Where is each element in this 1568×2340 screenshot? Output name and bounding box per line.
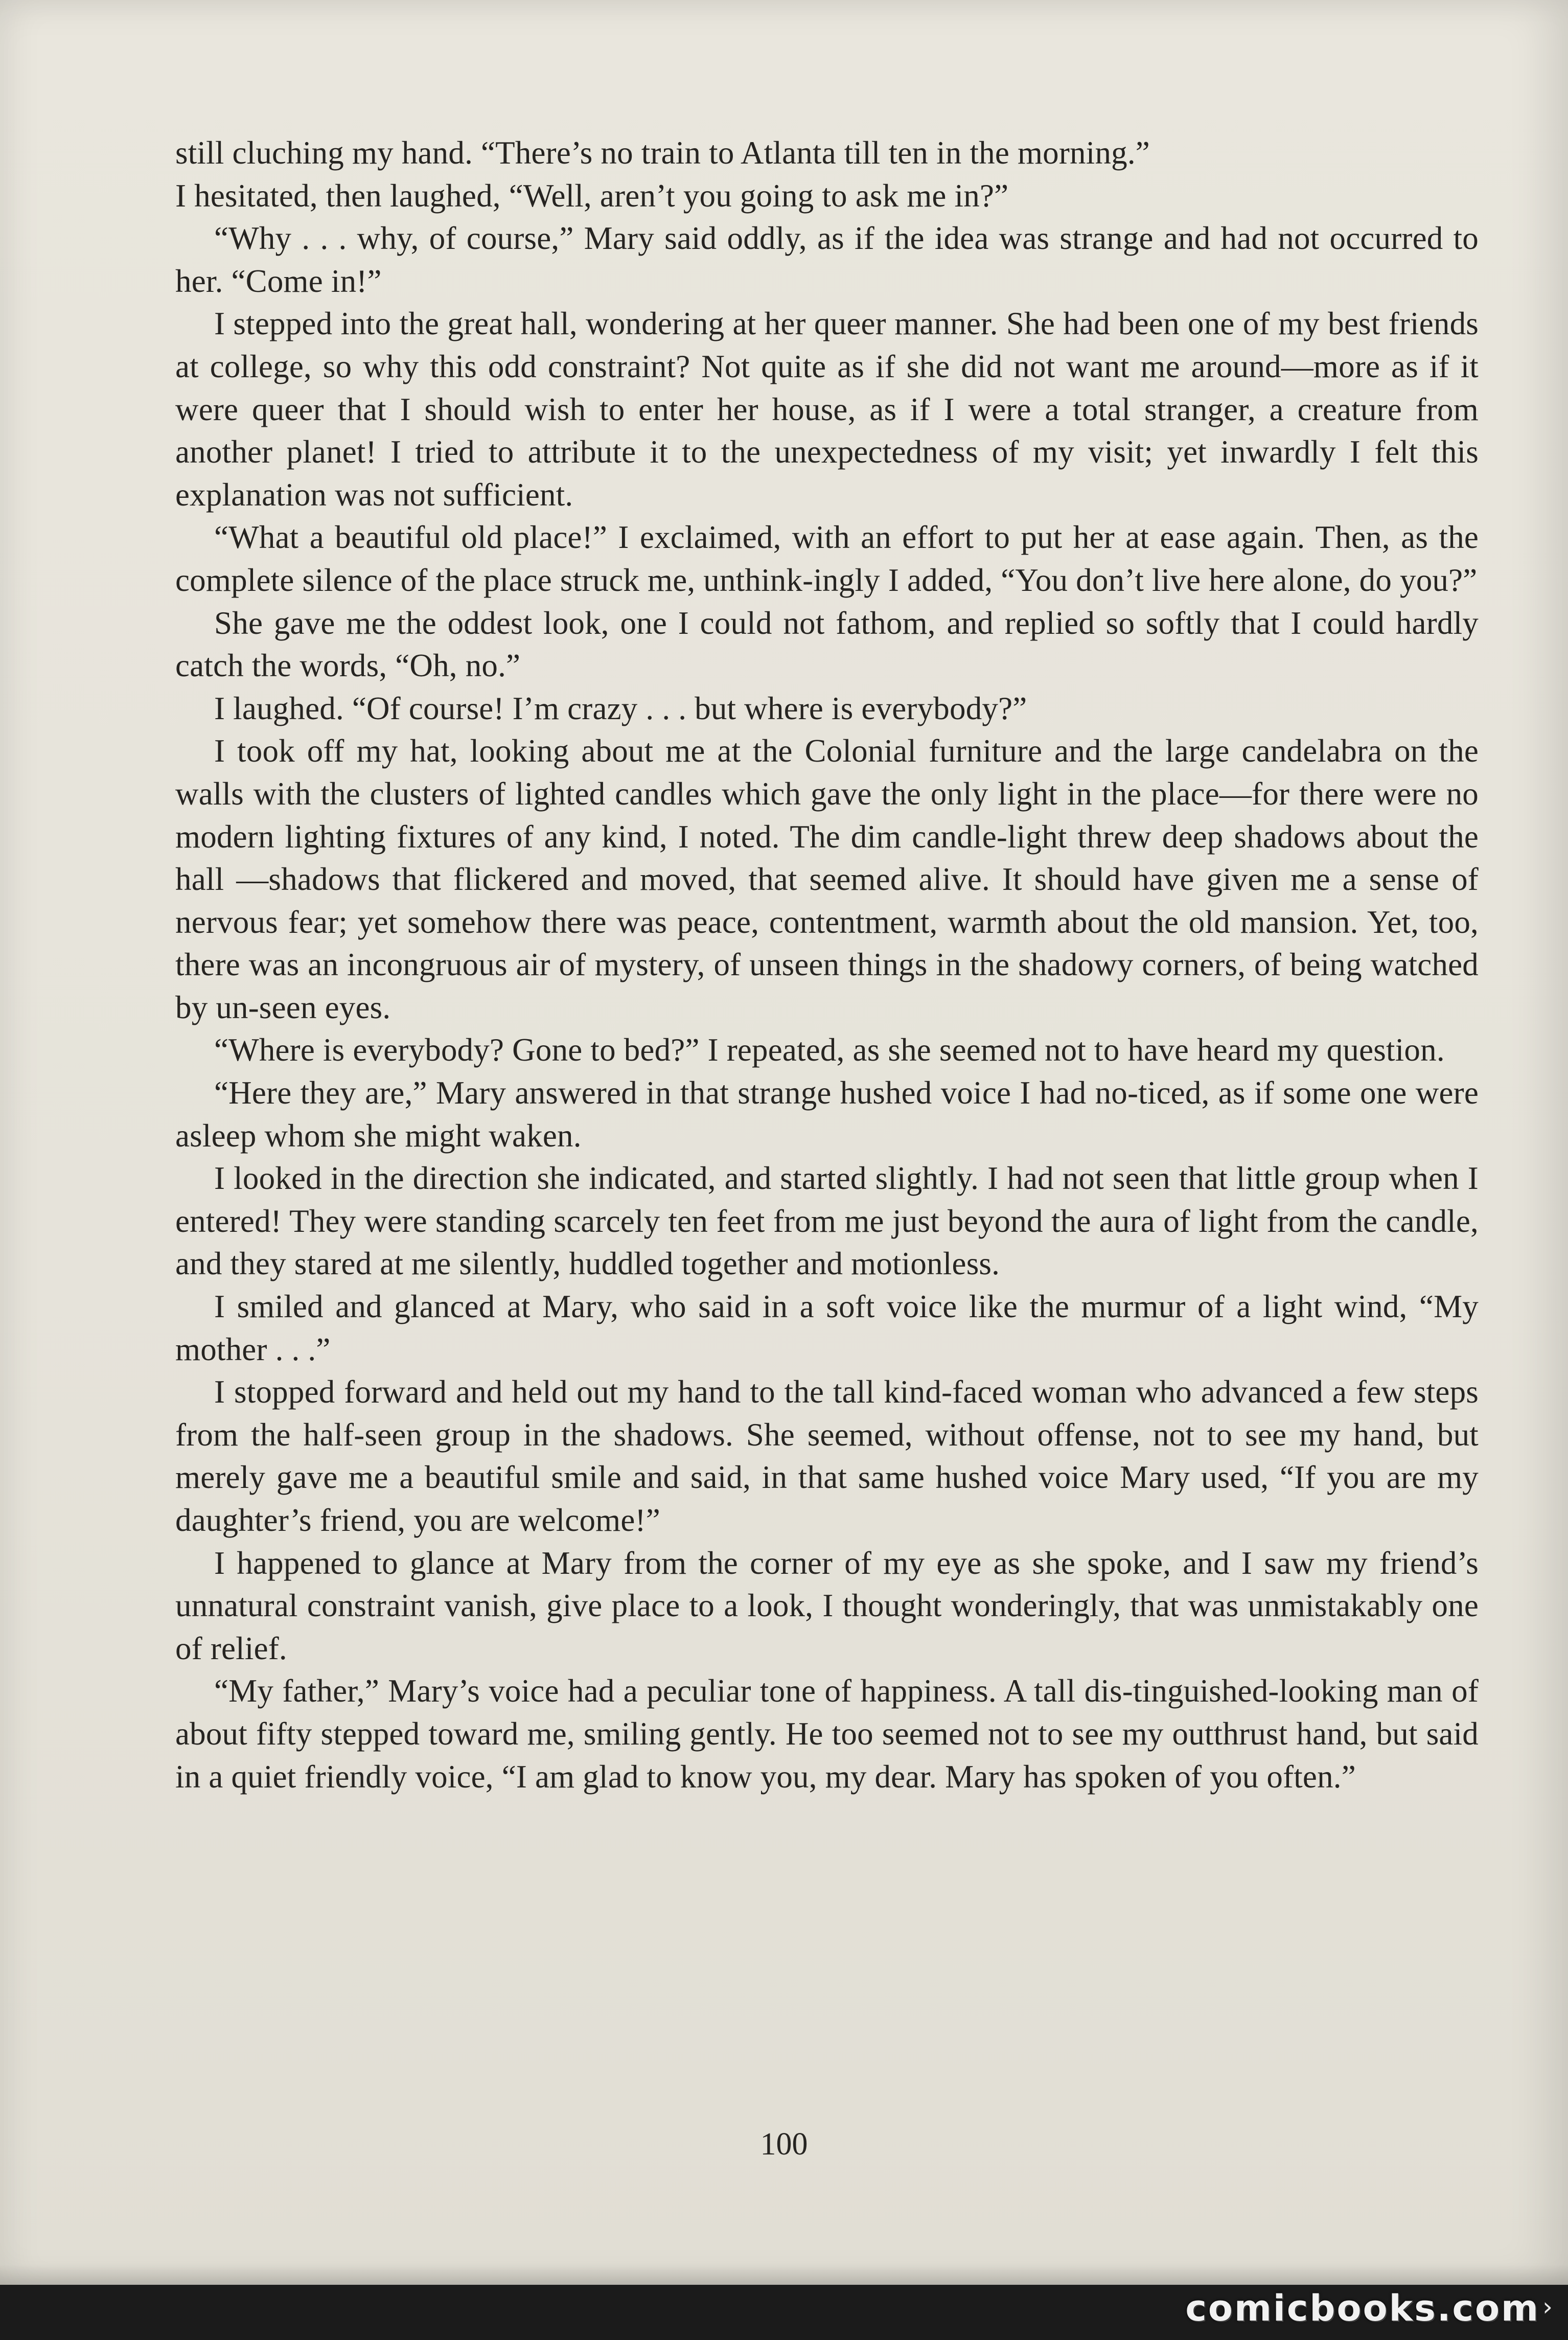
story-text	[175, 132, 1479, 2125]
paragraph: I stopped forward and held out my hand to the tall kind-faced woman who advanced a few steps from the half-seen group in the shadows. She seemed, without offense, not to see my hand, but merely gave me a beautiful smile and said, in that same hushed voice Mary used, “If you are my daughter’s friend, you are welcome!”	[175, 1374, 1479, 1538]
paragraph: “Why . . . why, of course,” Mary said oddly, as if the idea was strange and had not occurred to her. “Come in!”	[175, 220, 1479, 299]
paragraph: I laughed. “Of course! I’m crazy . . . but where is everybody?”	[214, 690, 1027, 726]
watermark-text: comicbooks.com	[1185, 2287, 1540, 2329]
paragraph: “My father,” Mary’s voice had a peculiar tone of happiness. A tall dis-tinguished-looking man of about fifty stepped toward me, smiling gently. He too seemed not to see my outthrust hand, but said in a quiet friendly voice, “I am glad to know you, my dear. Mary has spoken of you often.”	[175, 1673, 1479, 1795]
page-number: 100	[760, 2127, 808, 2162]
paragraph: “Here they are,” Mary answered in that strange hushed voice I had no-ticed, as if some one were asleep whom she might waken.	[175, 1075, 1479, 1154]
paragraph: I smiled and glanced at Mary, who said in a soft voice like the murmur of a light wind, “My mother . . .”	[175, 1289, 1479, 1367]
paragraph: She gave me the oddest look, one I could not fathom, and replied so softly that I could hardly catch the words, “Oh, no.”	[175, 605, 1479, 684]
arrow-right-icon: ›	[1542, 2292, 1553, 2322]
paragraph: I looked in the direction she indicated, and started slightly. I had not seen that little group when I entered! They were standing scarcely ten feet from me just beyond the aura of light from the candle, and they stared at me silently, huddled together and motionless.	[175, 1160, 1479, 1282]
page-bottom-shadow	[0, 2264, 1568, 2285]
paragraph: I stepped into the great hall, wondering at her queer manner. She had been one of my best friends at college, so why this odd constraint? Not quite as if she did not want me around—more as if it were queer that I should wish to enter her house, as if I were a total stranger, a creature from another planet! I tried to attribute it to the unexpectedness of my visit; yet inwardly I felt this explanation was not sufficient.	[175, 306, 1479, 513]
paragraph: “What a beautiful old place!” I exclaimed, with an effort to put her at ease again. Then, as the complete silence of the place struck me, unthink-ingly I added, “You don’t live here alone, do you?”	[175, 519, 1479, 598]
paragraph: I happened to glance at Mary from the corner of my eye as she spoke, and I saw my friend’s unnatural constraint vanish, give place to a look, I thought wonderingly, that was unmistakably one of relief.	[175, 1545, 1479, 1666]
paragraph: “Where is everybody? Gone to bed?” I repeated, as she seemed not to have heard my question.	[214, 1032, 1445, 1068]
paragraph: still cluching my hand. “There’s no train to Atlanta till ten in the morning.”	[175, 135, 1150, 171]
paragraph: I took off my hat, looking about me at the Colonial furniture and the large candelabra on the walls with the clusters of lighted candles which gave the only light in the place—for there were no modern lighting fixtures of any kind, I noted. The dim candle-light threw deep shadows about the hall —shadows that flickered and moved, that seemed alive. It should have given me a sense of nervous fear; yet somehow there was peace, contentment, warmth about the old mansion. Yet, too, there was an incongruous air of mystery, of unseen things in the shadowy corners, of being watched by un-seen eyes.	[175, 733, 1479, 1025]
paragraph: I hesitated, then laughed, “Well, aren’t you going to ask me in?”	[175, 177, 1009, 214]
